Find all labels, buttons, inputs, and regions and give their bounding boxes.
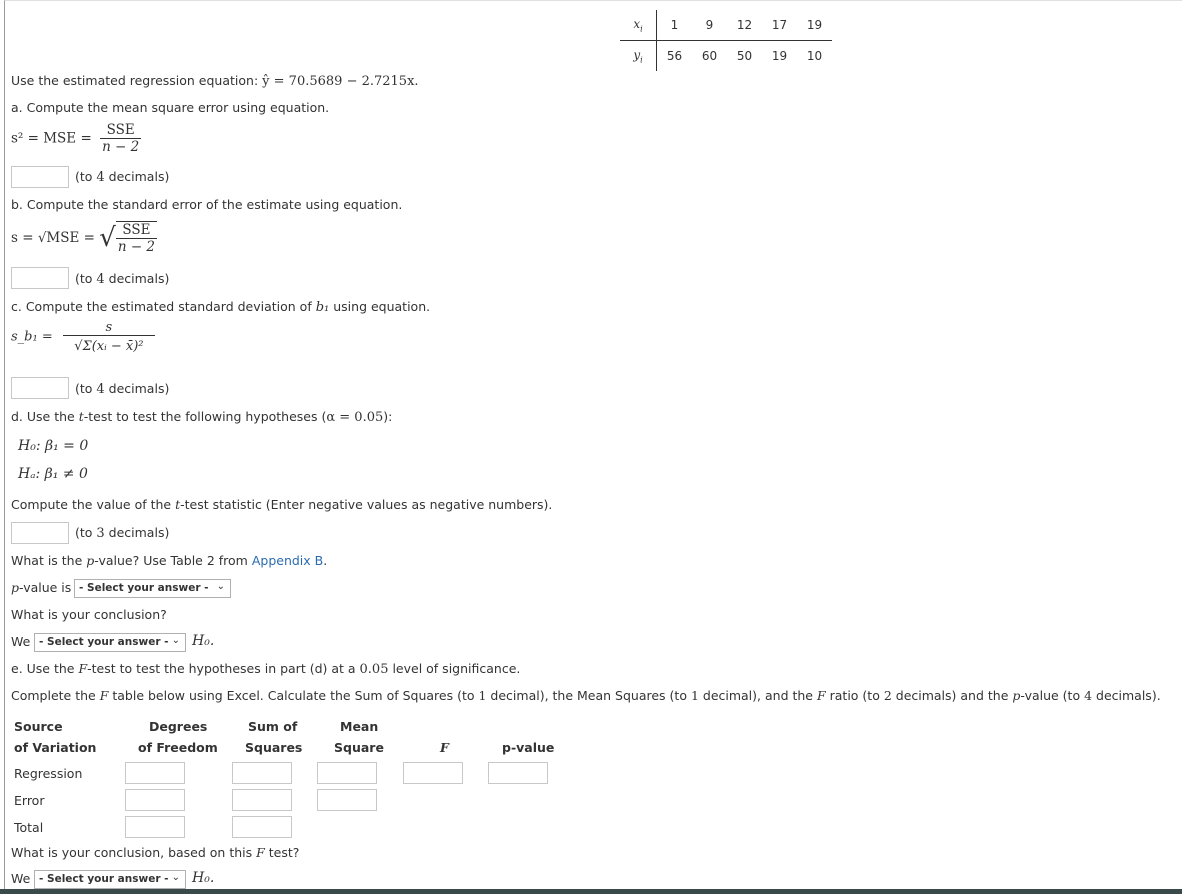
sb1-hint: (to 4 decimals)	[75, 381, 170, 397]
chevron-down-icon: ⌄	[216, 581, 225, 592]
regression-ms-input[interactable]	[317, 762, 377, 784]
f-conclusion-question: What is your conclusion, based on this F test?	[11, 845, 300, 860]
part-b-label: b. Compute the standard error of the estimate using equation.	[11, 197, 403, 212]
y-value: 19	[771, 49, 788, 63]
error-df-input[interactable]	[125, 789, 185, 811]
header-freedom: of Freedom	[138, 740, 218, 755]
header-degrees: Degrees	[149, 719, 208, 734]
se-input[interactable]	[11, 267, 69, 289]
header-mean: Mean	[340, 719, 379, 734]
regression-df-input[interactable]	[125, 762, 185, 784]
y-header: $y_i$	[620, 41, 657, 72]
se-formula: s = √MSE = √ $\frac{\text{SSE}}{n - 2}$	[11, 222, 156, 255]
part-a-label: a. Compute the mean square error using equation.	[11, 100, 330, 115]
total-ss-input[interactable]	[232, 816, 292, 838]
chevron-down-icon: ⌄	[171, 872, 180, 883]
total-df-input[interactable]	[125, 816, 185, 838]
alt-hypothesis: Hₐ: β₁ ≠ 0	[18, 466, 88, 482]
sb1-formula: s_b₁ = $\frac{s}{\text{√Σ(xᵢ − x̄)²}}$	[11, 320, 155, 354]
y-value: 10	[806, 49, 823, 63]
t-stat-input[interactable]	[11, 522, 69, 544]
row-total-label: Total	[14, 820, 44, 835]
x-header: $x_i$	[620, 10, 657, 41]
conclusion-question: What is your conclusion?	[11, 607, 167, 622]
f-table-instructions: Complete the F table below using Excel. Calculate the Sum of Squares (to 1 decimal), the Mean Squares (to 1 decimal), and the F ratio (to 2 decimals) and the p-value (to 4 decimals).	[11, 688, 1161, 703]
null-hypothesis: H₀: β₁ = 0	[18, 438, 89, 454]
regression-p-input[interactable]	[488, 762, 548, 784]
mse-input[interactable]	[11, 166, 69, 188]
page-frame	[4, 0, 1182, 890]
header-source: Source	[14, 719, 63, 734]
mse-hint: (to 4 decimals)	[75, 169, 170, 185]
part-c-label: c. Compute the estimated standard deviation of b₁ using equation.	[11, 299, 431, 315]
pvalue-label: p-value is	[11, 580, 72, 595]
x-value: 17	[762, 10, 797, 41]
y-value: 56	[666, 49, 683, 63]
regression-equation: ŷ = 70.5689 − 2.7215x.	[262, 74, 419, 89]
pvalue-question: What is the p-value? Use Table 2 from Appendix B.	[11, 553, 328, 568]
header-squares: Squares	[245, 740, 303, 755]
regression-f-input[interactable]	[403, 762, 463, 784]
sb1-input[interactable]	[11, 377, 69, 399]
t-stat-hint: (to 3 decimals)	[75, 525, 170, 541]
row-error-label: Error	[14, 793, 45, 808]
y-value: 50	[736, 49, 753, 63]
h0-text: H₀.	[192, 870, 215, 886]
we-label: We	[11, 634, 31, 649]
error-ss-input[interactable]	[232, 789, 292, 811]
header-square: Square	[334, 740, 384, 755]
x-value: 12	[727, 10, 762, 41]
f-conclusion-select[interactable]: - Select your answer - ⌄	[34, 870, 186, 889]
header-p-value: p-value	[502, 740, 555, 755]
row-regression-label: Regression	[14, 766, 83, 781]
pvalue-select[interactable]: - Select your answer - ⌄	[74, 579, 231, 598]
x-value: 9	[692, 10, 727, 41]
header-f: F	[440, 740, 449, 755]
appendix-b-link[interactable]: Appendix B	[251, 553, 324, 568]
x-value: 1	[657, 10, 693, 41]
t-conclusion-select[interactable]: - Select your answer - ⌄	[34, 633, 186, 652]
data-table	[620, 10, 832, 71]
chevron-down-icon: ⌄	[171, 635, 180, 646]
x-value: 19	[797, 10, 832, 41]
t-stat-question: Compute the value of the t-test statistic (Enter negative values as negative numbers).	[11, 497, 553, 512]
header-sum-of: Sum of	[248, 719, 298, 734]
intro-text: Use the estimated regression equation: ŷ = 70.5689 − 2.7215x.	[11, 73, 419, 89]
bottom-bar	[0, 889, 1182, 894]
y-value: 60	[701, 49, 718, 63]
se-hint: (to 4 decimals)	[75, 271, 170, 287]
h0-text: H₀.	[192, 633, 215, 649]
header-variation: of Variation	[14, 740, 97, 755]
we-label: We	[11, 871, 31, 886]
part-d-label: d. Use the t-test to test the following hypotheses (α = 0.05):	[11, 409, 393, 425]
part-e-label: e. Use the F-test to test the hypotheses in part (d) at a 0.05 level of significance.	[11, 661, 521, 677]
error-ms-input[interactable]	[317, 789, 377, 811]
regression-ss-input[interactable]	[232, 762, 292, 784]
mse-formula: s² = MSE = $\frac{\text{SSE}}{n - 2}$	[11, 122, 140, 155]
